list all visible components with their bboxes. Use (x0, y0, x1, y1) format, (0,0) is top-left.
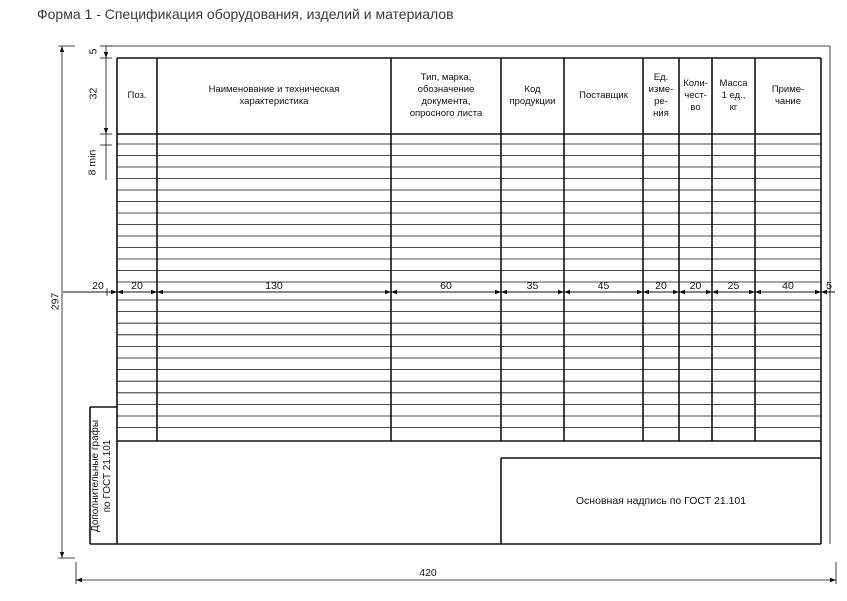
column-header: Приме- чание (771, 84, 805, 107)
column-width-label: 130 (265, 280, 283, 292)
page-caption: Форма 1 - Спецификация оборудования, изделий и материалов (37, 6, 454, 22)
column-width-label: 20 (131, 280, 143, 292)
title-block-label: Основная надпись по ГОСТ 21.101 (575, 495, 747, 507)
column-header: Ед. изме- ре- ния (648, 72, 674, 119)
dimension-arrow (830, 578, 836, 582)
additional-columns-label: Дополнительные графы по ГОСТ 21.101 (90, 419, 113, 533)
column-width-label: 60 (440, 280, 452, 292)
dim-header-height: 32 (87, 87, 100, 100)
dim-right-margin: 5 (826, 280, 832, 292)
column-header: Масса 1 ед., кг (719, 78, 748, 113)
dim-row-height: 8 min (86, 149, 99, 176)
column-width-label: 25 (727, 280, 740, 292)
column-header: Поз. (127, 90, 147, 101)
column-header: Наименование и техническая характеристика (208, 84, 340, 107)
dimension-arrow (76, 578, 82, 582)
dimension-arrow (60, 46, 64, 52)
column-header: Коли- чест- во (683, 78, 708, 113)
dim-sheet-height: 297 (49, 292, 62, 311)
column-header: Тип, марка, обозначение документа, опросного листа (409, 72, 483, 119)
column-width-label: 35 (526, 280, 539, 292)
dimension-arrow (60, 552, 64, 558)
column-header: Поставщик (579, 90, 628, 101)
dim-left-margin: 20 (92, 280, 104, 292)
column-width-label: 20 (655, 280, 667, 292)
dimension-arrow (104, 52, 108, 58)
column-width-label: 20 (689, 280, 702, 292)
column-width-label: 45 (597, 280, 610, 292)
dim-top-margin: 5 (87, 48, 100, 55)
dim-sheet-width: 420 (419, 567, 437, 579)
column-width-label: 40 (782, 280, 794, 292)
column-header: Код продукции (509, 84, 556, 107)
dimension-arrow (104, 128, 108, 134)
